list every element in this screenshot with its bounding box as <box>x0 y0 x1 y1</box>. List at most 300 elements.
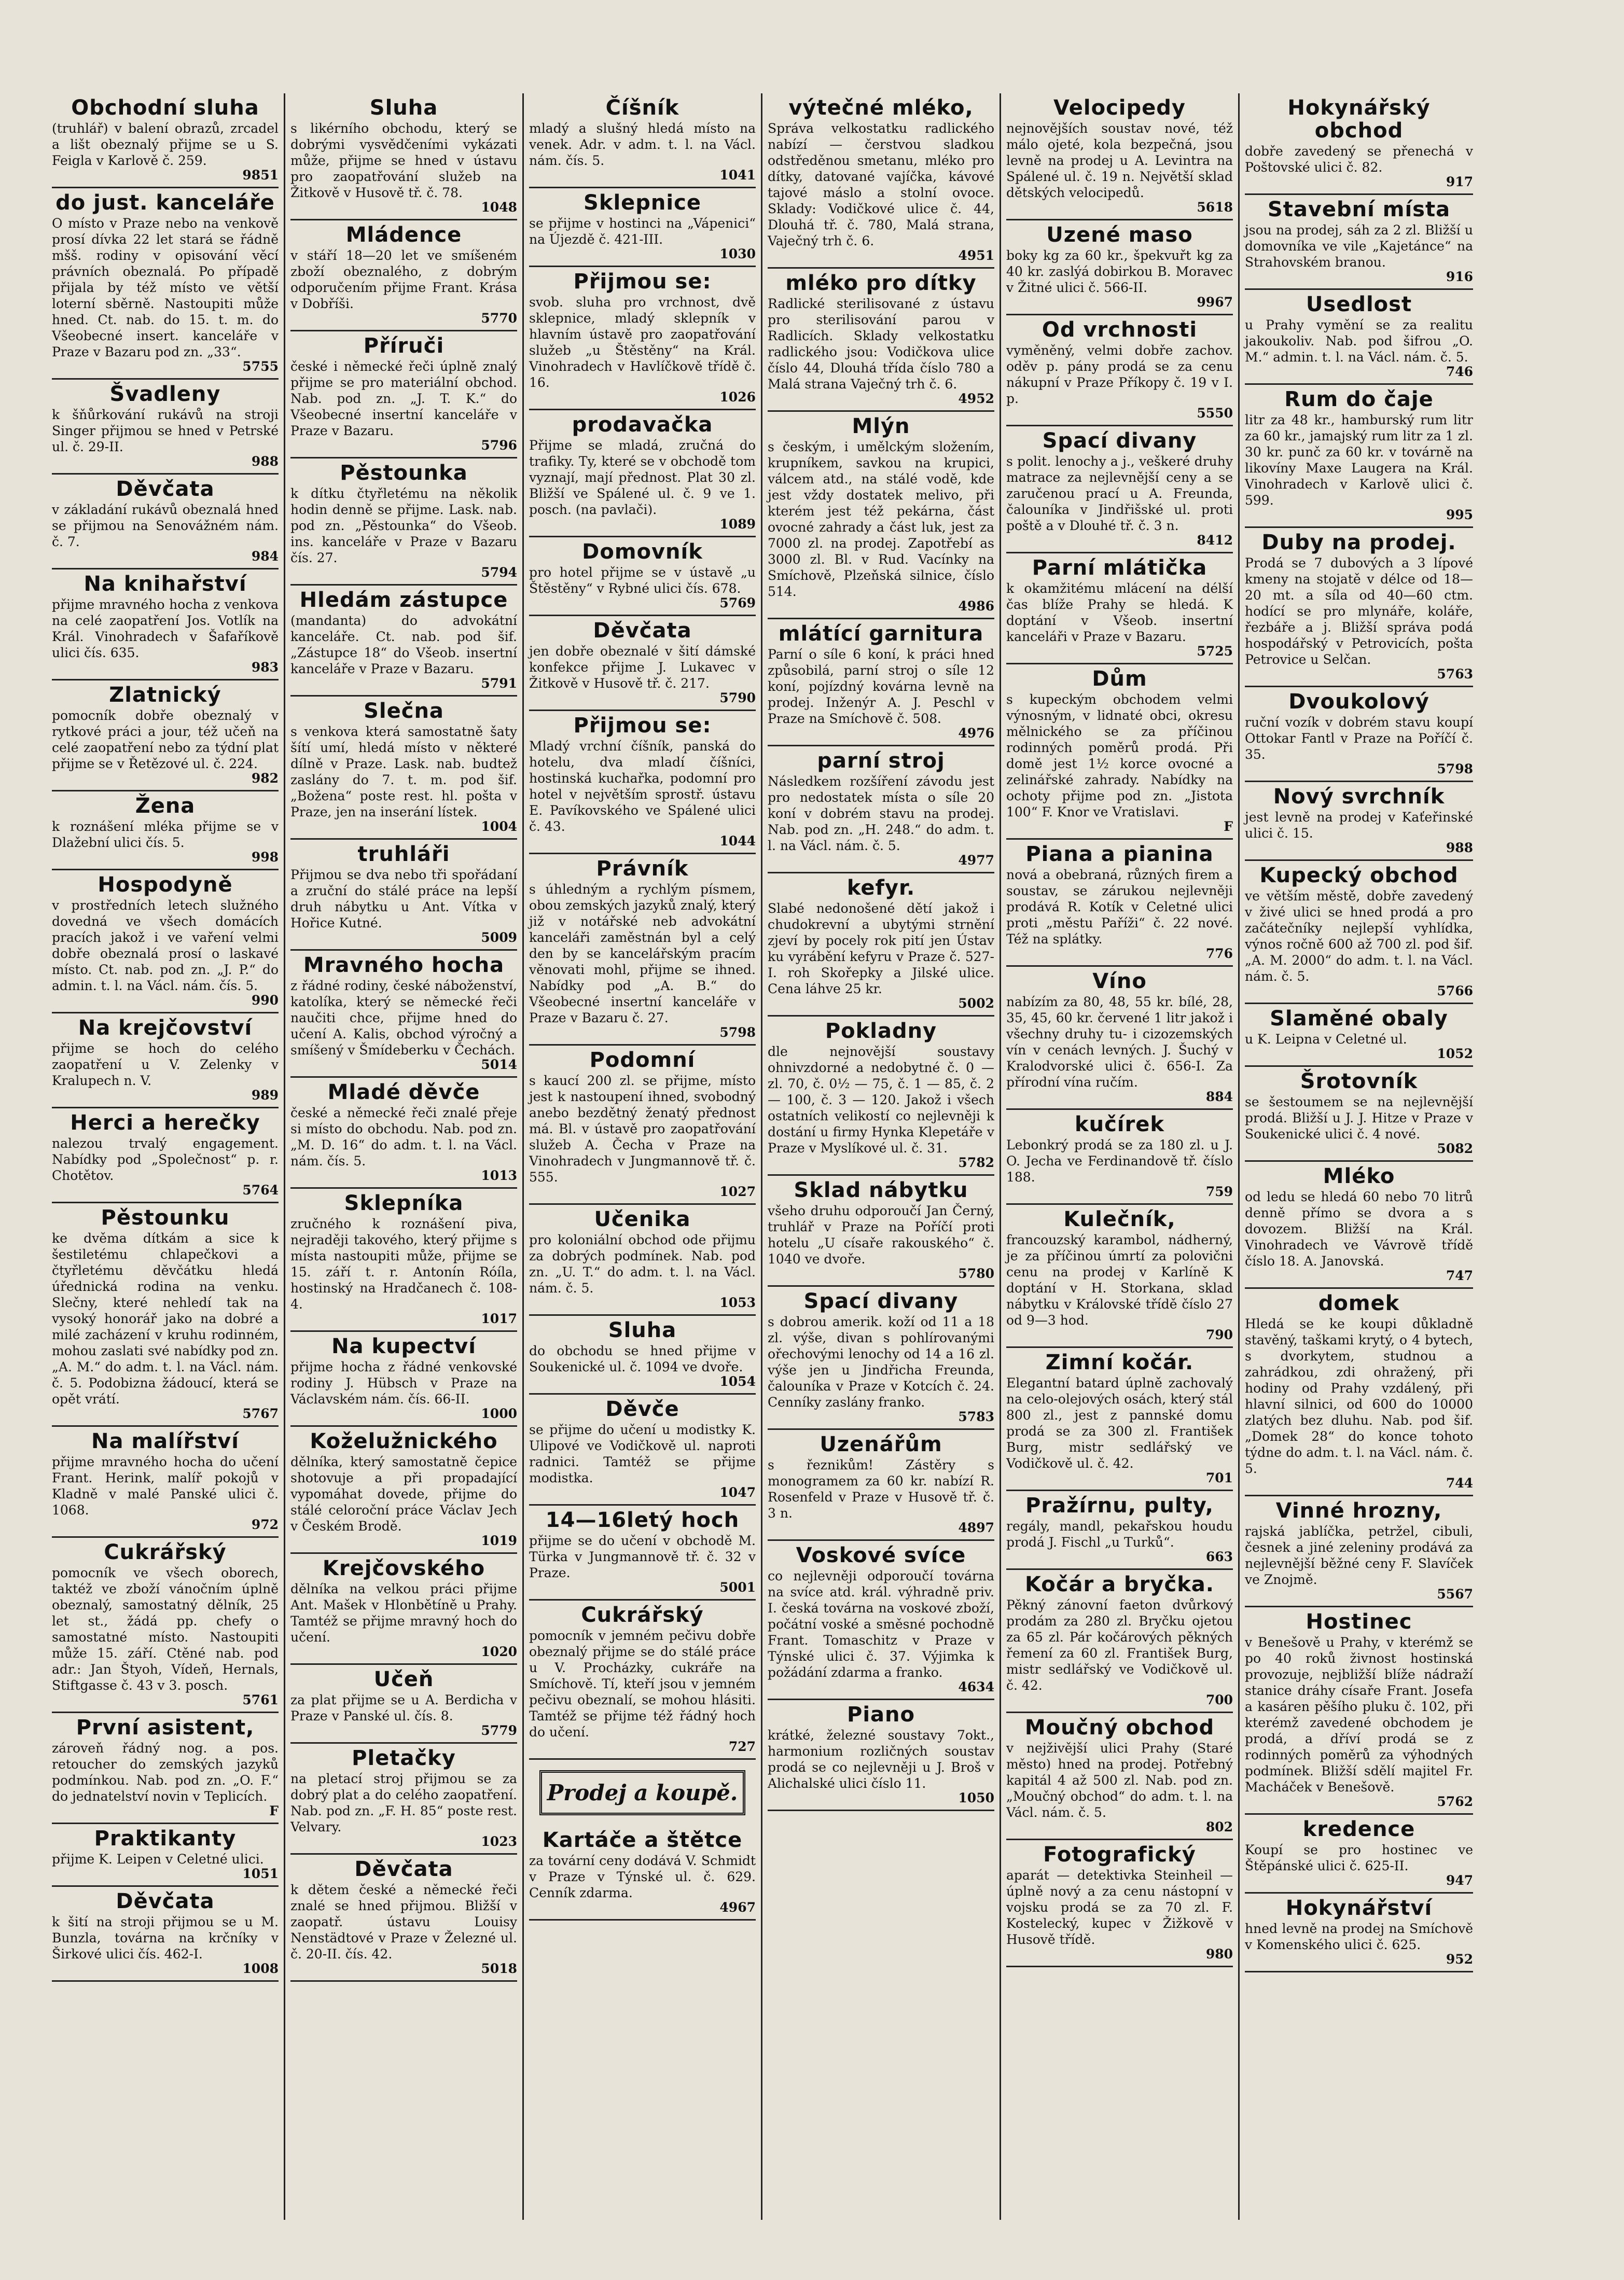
ad-heading: Sklepníka <box>344 1191 464 1215</box>
ad-heading: Fotografický <box>1043 1843 1196 1867</box>
ad-reference-number: 1051 <box>242 1866 279 1881</box>
ad-reference-number: 1053 <box>719 1295 756 1310</box>
ad-text: zručného k roznášení piva, nejraději takového, který přijme s místa nastoupiti může, přijme se 15. září t. r. Antonín Róíla, hostinský na Hradčanech č. 108-4. <box>290 1216 517 1312</box>
ad-heading: Mléko <box>1323 1164 1395 1188</box>
ad-reference-number: 5082 <box>1437 1141 1473 1156</box>
ad-heading: Od vrchnosti <box>1042 318 1198 342</box>
classified-ad <box>52 1108 279 1203</box>
classified-ad <box>290 458 517 586</box>
ad-reference-number: 700 <box>1205 1692 1233 1707</box>
classified-ad <box>52 188 279 380</box>
ad-text: ve větším městě, dobře zavedený v živé ulici se hned prodá a pro začátečníky nejlepší vyhlídka, výnos ročně 600 až 700 zl. pod šif. „A. M. 2000“ do adm. t. l. na Václ. nám. č. 5. <box>1245 888 1473 984</box>
ad-reference-number: 5794 <box>481 565 517 580</box>
ad-heading: Pěstounka <box>340 461 468 485</box>
classified-ad <box>768 1017 994 1176</box>
ad-heading: Rum do čaje <box>1284 387 1434 411</box>
classified-ad <box>1245 1067 1473 1162</box>
ad-text: se šestoumem se na nejlevnější prodá. Bližší u J. J. Hitze v Praze v Soukenické ulici č. 4 nové. <box>1245 1094 1473 1142</box>
ad-text: české i německé řeči úplně znalý přijme se pro materiální obchod. Nab. pod zn. „J. T. K.“ do Všeobecné insertní kanceláře v Praze v Bazaru. <box>290 359 517 438</box>
ad-reference-number: 5761 <box>242 1692 279 1707</box>
ad-text: regály, mandl, pekařskou houdu prodá J. Fischl „u Turků“. <box>1006 1519 1233 1550</box>
classified-ad <box>290 93 517 220</box>
classified-ad <box>52 1427 279 1538</box>
ad-text: s úhledným a rychlým písmem, obou zemských jazyků znalý, který již v notářské neb advokátní kanceláři zaměstnán byl a celý den by se kancelářským pracím věnovati mohl, přijme se ihned. Nabídky pod „A. B.“ do Všeobecné insertní kanceláře v Praze v Bazaru č. 27. <box>529 882 756 1025</box>
ad-reference-number: 4951 <box>958 248 994 263</box>
classified-ad <box>768 619 994 746</box>
ad-reference-number: 980 <box>1205 1947 1233 1962</box>
ad-heading: Příruči <box>363 334 445 358</box>
ad-text: litr za 48 kr., hamburský rum litr za 60 kr., jamajský rum litr za 1 zl. 30 kr. punč za 60 kr. v továrně na likovíny Maxe Laugera na Král. Vinohradech v Karlově ulici č. 599. <box>1245 412 1473 508</box>
ad-text: francouzský karambol, nádherný, je za příčinou úmrtí za polovični cenu na prodej v Karlíně K doptání v H. Storkana, sklad nábytku v Královské třídě číslo 27 od 9—3 hod. <box>1006 1232 1233 1328</box>
classified-ad <box>1245 290 1473 385</box>
classified-ad <box>290 1554 517 1665</box>
ad-heading: Sklepnice <box>584 191 701 215</box>
ad-text: O místo v Praze nebo na venkově prosí dívka 22 let stará se řádně mšš. rodiny v opisování věcí právních obeznalá. Po případě přijala by též místo ve větší loterní sběrně. Nastoupiti může hned. Ct. nab. do 15. t. m. do Všeobecné insert. kanceláře v Praze v Bazaru pod zn. „33“. <box>52 216 279 359</box>
ad-text: se přijme v hostinci na „Vápenici“ na Újezdě č. 421-III. <box>529 216 756 247</box>
classified-ad <box>529 1316 756 1395</box>
ad-heading: Uzené maso <box>1046 223 1193 247</box>
ad-heading: Číšník <box>605 96 679 120</box>
ad-reference-number: 990 <box>251 993 279 1008</box>
ad-reference-number: 5755 <box>242 359 279 374</box>
ad-reference-number: 8412 <box>1197 533 1233 548</box>
classified-ad <box>52 680 279 791</box>
ad-reference-number: 1020 <box>481 1644 517 1659</box>
ad-reference-number: 802 <box>1205 1819 1233 1834</box>
ad-text: ruční vozík v dobrém stavu koupí Ottokar Fantl v Praze na Poříčí č. 35. <box>1245 715 1473 762</box>
ad-text: nalezou trvalý engagement. Nabídky pod „Společnost“ p. r. Chotětov. <box>52 1136 279 1183</box>
ad-text: dle nejnovější soustavy ohnivzdorné a nedobytné č. 0 — zl. 70, č. 0½ — 75, č. 1 — 85, č. 2 — 100, č. 3 — 120. Jakož i všech ostatních velikostí co nejlevněji k dostání u firmy Hynka Klepetáře v Praze v Myslíkové ul. č. 31. <box>768 1044 994 1156</box>
ad-text: všeho druhu odporoučí Jan Černý, truhlář v Praze na Poříčí proti hotelu „U císaře rakouského“ č. 1040 ve dvoře. <box>768 1203 994 1267</box>
classified-ad <box>1006 1840 1233 1967</box>
classified-ad <box>1245 93 1473 195</box>
column-6 <box>1240 93 1478 2220</box>
ad-text: s venkova která samostatně šaty šítí umí, hledá místo v některé dílně v Praze. Lask. nab. budtež zaslány do 7. t. m. pod šif. „Božena“ poste rest. hl. pošta v Praze, jen na inserání lístek. <box>290 724 517 819</box>
ad-reference-number: 884 <box>1205 1089 1233 1104</box>
ad-text: v základání rukávů obeznalá hned se přijmou na Senovážném nám. č. 7. <box>52 502 279 549</box>
ad-heading: Obchodní sluha <box>71 96 259 120</box>
ad-reference-number: 701 <box>1205 1470 1233 1485</box>
ad-heading: Na knihařství <box>84 572 247 596</box>
ad-text: na pletací stroj přijmou se za dobrý plat a do celého zaopatření. Nab. pod zn. „F. H. 85“ poste rest. Velvary. <box>290 1771 517 1834</box>
ad-reference-number: 5779 <box>481 1723 517 1738</box>
ad-text: přijme mravného hocha z venkova na celé zaopatření Jos. Votlík na Král. Vinohradech v Šafaříkově ulici čís. 635. <box>52 597 279 660</box>
classified-ad <box>290 331 517 458</box>
ad-reference-number: 1008 <box>242 1961 279 1976</box>
ad-heading: Herci a herečky <box>70 1111 260 1135</box>
ad-heading: kredence <box>1302 1817 1415 1841</box>
classified-ad <box>768 746 994 873</box>
ad-heading: Praktikanty <box>94 1827 237 1851</box>
classified-ad <box>1245 195 1473 290</box>
ad-heading: Slaměné obaly <box>1270 1007 1448 1031</box>
classified-ad <box>1006 93 1233 220</box>
ad-reference-number: 982 <box>251 771 279 786</box>
ad-heading: Hostinec <box>1306 1610 1412 1634</box>
ad-heading: Dvoukolový <box>1288 690 1429 714</box>
ad-heading: Zimní kočár. <box>1045 1351 1194 1374</box>
ad-text: (truhlář) v balení obrazů, zrcadel a lišt obeznalý přijme se u S. Feigla v Karlově č. 259. <box>52 121 279 168</box>
classified-ad <box>290 697 517 840</box>
ad-reference-number: 5783 <box>958 1409 994 1424</box>
ad-text: české a německé řeči znalé přeje si místo do obchodu. Nab. pod zn. „M. D. 16“ do adm. t. l. na Václ. nám. čís. 5. <box>290 1105 517 1169</box>
column-4 <box>762 93 1001 2220</box>
ad-reference-number: 1004 <box>481 819 517 834</box>
ad-heading: Hokynářský obchod <box>1287 96 1431 143</box>
ad-heading: Hokynářství <box>1285 1896 1433 1920</box>
ad-reference-number: 744 <box>1446 1476 1473 1491</box>
ad-text: přijme mravného hocha do učení Frant. Herink, malíř pokojů v Kladně v malé Panské ulici č. 1068. <box>52 1454 279 1518</box>
classified-ad <box>1006 553 1233 664</box>
ad-reference-number: 5791 <box>481 676 517 691</box>
classified-ad <box>1245 1289 1473 1496</box>
ad-text: Elegantní batard úplně zachovalý na celo-olejových osách, který stál 800 zl., jest z pannské domu prodá se za 300 zl. František Burg, mistr sedlářský ve Vodičkově ul. č. 42. <box>1006 1375 1233 1471</box>
ad-reference-number: 998 <box>251 850 279 865</box>
column-2 <box>285 93 524 2220</box>
ad-reference-number: 776 <box>1205 946 1233 961</box>
ad-heading: do just. kanceláře <box>55 191 275 215</box>
ad-text: nejnovějších soustav nové, též málo ojeté, kola bezpečná, jsou levně na prodej u A. Levintra na Spálené ul. č. 19 n. Největší sklad dětských velocipedů. <box>1006 121 1233 200</box>
ad-reference-number: 4976 <box>958 726 994 741</box>
ad-heading: Cukrářský <box>104 1540 227 1564</box>
ad-heading: Děvčata <box>593 619 692 643</box>
ad-text: dobře zavedený se přenechá v Poštovské ulici č. 82. <box>1245 144 1473 175</box>
classified-ad <box>529 1826 756 1921</box>
ad-reference-number: 5770 <box>481 311 517 326</box>
ad-text: s likérního obchodu, který se dobrými vysvědčeními vykázati může, přijme se hned v ústavu pro zaopatřování služeb na Žitkově v Husově tř. č. 78. <box>290 121 517 200</box>
classified-ad <box>290 1078 517 1189</box>
ad-heading: Pražírnu, pulty, <box>1025 1494 1214 1518</box>
ad-text: ke dvěma dítkám a sice k šestiletému chlapečkovi a čtyřletému děvčátku hledá úřednická rodina na venku. Slečny, které nehledí tak na vysoký honorář jako na dobré a milé zacházení v kruhu rodinném, mohou zaslati své nabídky pod zn. „A. M.“ do adm. t. l. na Václ. nám. č. 5. Podobizna žádoucí, která se opět vrátí. <box>52 1231 279 1407</box>
classified-ad <box>290 220 517 331</box>
ad-heading: Děvče <box>605 1397 679 1421</box>
ad-text: za tovární ceny dodává V. Schmidt v Praze v Týnské ul. č. 629. Cenník zdarma. <box>529 1853 756 1900</box>
ad-reference-number: 5725 <box>1197 644 1233 659</box>
classified-ad <box>768 1700 994 1811</box>
classified-ad <box>290 951 517 1078</box>
classified-ad <box>290 840 517 951</box>
ad-text: s řeznikům! Zástěry s monogramem za 60 kr. nabízí R. Rosenfeld v Praze v Husově tř. č. 3 n. <box>768 1457 994 1521</box>
classified-ad <box>768 1430 994 1541</box>
ad-heading: Slečna <box>364 699 444 723</box>
ad-text: jen dobře obeznalé v šití dámské konfekce přijme J. Lukavec v Žitkově v Husově tř. č. 217. <box>529 644 756 691</box>
classified-ad <box>52 870 279 1013</box>
ad-reference-number: 5763 <box>1437 666 1473 682</box>
ad-heading: Sluha <box>608 1318 677 1342</box>
classified-ad <box>52 1538 279 1713</box>
ad-heading: Kupecký obchod <box>1259 864 1459 887</box>
classified-ad <box>1245 528 1473 687</box>
ad-reference-number: 5790 <box>719 690 756 705</box>
ad-reference-number: 1048 <box>481 200 517 215</box>
classified-ad <box>768 873 994 1017</box>
ad-heading: mléko pro dítky <box>785 271 977 295</box>
ad-text: k roznášení mléka přijme se v Dlažební ulici čís. 5. <box>52 819 279 850</box>
ad-reference-number: 1047 <box>719 1485 756 1500</box>
classified-ad <box>290 1189 517 1332</box>
ad-text: z řádné rodiny, české náboženství, katolíka, který se německé řeči naučiti chce, přijme hned do učení A. Kalis, obchod výročný a smíšený v Šmídeberku v Čechách. <box>290 978 517 1058</box>
ad-text: (mandanta) do advokátní kanceláře. Ct. nab. pod šif. „Zástupce 18“ do Všeob. insertní kanceláře v Praze v Bazaru. <box>290 613 517 676</box>
ad-text: nová a obebraná, různých firem a soustav, se zárukou nejlevněji prodává R. Kotík v Celetné ulici proti „městu Paříži“ č. 22 nové. Též na splátky. <box>1006 867 1233 947</box>
ad-text: za plat přijme se u A. Berdicha v Praze v Panské ul. čís. 8. <box>290 1692 517 1723</box>
ad-reference-number: 1026 <box>719 390 756 405</box>
ad-reference-number: 5782 <box>958 1155 994 1170</box>
ad-heading: Podomní <box>589 1048 696 1072</box>
ad-reference-number: 5001 <box>719 1580 756 1595</box>
ad-heading: Kartáče a štětce <box>542 1828 743 1852</box>
ad-reference-number: 746 <box>1446 364 1473 379</box>
ad-reference-number: 1000 <box>481 1406 517 1421</box>
classified-ad <box>529 1601 756 1760</box>
ad-reference-number: 1030 <box>719 246 756 261</box>
ad-reference-number: 1050 <box>958 1790 994 1805</box>
ad-reference-number: 1023 <box>481 1834 517 1849</box>
ad-heading: Přijmou se: <box>573 714 712 738</box>
ad-heading: Přijmou se: <box>573 270 712 294</box>
ad-reference-number: 917 <box>1446 174 1473 189</box>
ad-reference-number: 4897 <box>958 1520 994 1535</box>
ad-reference-number: 1054 <box>719 1374 756 1389</box>
column-3 <box>524 93 762 2220</box>
classified-ad <box>529 616 756 711</box>
ad-reference-number: 790 <box>1205 1327 1233 1342</box>
ad-reference-number: 1027 <box>719 1184 756 1199</box>
ad-text: Radlické sterilisované z ústavu pro sterilisování parou v Radlicích. Sklady velkostatku radlického jsou: Vodičkova ulice číslo 44, Dlouhá třída číslo 780 a Malá strana Vaječný trh č. 6. <box>768 296 994 392</box>
ad-heading: Šrotovník <box>1300 1069 1418 1093</box>
ad-heading: Sklad nábytku <box>794 1178 968 1202</box>
ad-text: aparát — detektivka Steinheil — úplně nový a za cenu nástopní v vojsku prodá se za 70 zl. F. Kostelecký, kupec v Žižkově v Husově třídě. <box>1006 1868 1233 1947</box>
ad-heading: První asistent, <box>76 1716 255 1740</box>
ad-reference-number: 984 <box>251 549 279 564</box>
ad-reference-number: 5550 <box>1197 406 1233 421</box>
ad-text: Mladý vrchní číšník, panská do hotelu, dva mladí číšníci, hostinská kuchařka, podomní pro hotel v největším sprostř. ústavu E. Pavíkovského ve Spálené ulici č. 43. <box>529 739 756 834</box>
ad-heading: Švadleny <box>109 382 221 406</box>
ad-text: pomocník dobře obeznalý v rytkové práci a jour, též učeň na celé zaopatření nebo za týdní plat přijme se v Řetězové ul. č. 224. <box>52 708 279 771</box>
ad-text: Parní o síle 6 koní, k práci hned způsobilá, parní stroj o síle 12 koní, pojízdný kovárna levně na prodej. Inženýr A. J. Peschl v Praze na Smíchově č. 508. <box>768 647 994 726</box>
ad-heading: Parní mlátička <box>1032 556 1207 580</box>
ad-reference-number: 947 <box>1446 1873 1473 1888</box>
ad-text: pomocník ve všech oborech, taktéž ve zboží vánočním úplně obeznalý, samostatný dělník, 25 let st., žádá pp. chefy o samostatné místo. Nastoupiti může 15. září. Ctěné nab. pod adr.: Jan Štyoh, Vídeň, Hernals, Stiftgasse č. 43 v 3. posch. <box>52 1565 279 1693</box>
ad-heading: Piana a pianina <box>1025 842 1214 866</box>
ad-heading: Voskové svíce <box>796 1544 966 1567</box>
ad-reference-number: 983 <box>251 660 279 675</box>
ad-heading: Učenika <box>594 1207 691 1231</box>
classified-ad <box>768 1541 994 1700</box>
ad-text: dělníka na velkou práci přijme Ant. Mašek v Hlonbětíně u Prahy. Tamtéž se přijme mravný hoch do učení. <box>290 1581 517 1645</box>
ad-text: k šňůrkování rukávů na stroji Singer přijmou se hned v Petrské ul. č. 29-II. <box>52 407 279 454</box>
ad-heading: Děvčata <box>116 477 215 501</box>
ad-text: Přijme se mladá, zručná do trafiky. Ty, které se v obchodě tom vyznají, mají přednost. Plat 30 zl. Bližší ve Spálené ul. č. 9 ve 1. posch. (na pavlači). <box>529 438 756 517</box>
ad-text: s polit. lenochy a j., veškeré druhy matrace za nejlevnější ceny a se zaručenou prací u A. Freunda, čalouníka v Jindřišské ul. proti poště a v Dlouhé tř. č. 3 n. <box>1006 454 1233 533</box>
ad-heading: Mládence <box>345 223 462 247</box>
newspaper-page <box>47 93 1478 2220</box>
ad-text: s dobrou amerik. koží od 11 a 18 zl. výše, divan s pohlírovanými ořechovými lenochy od 14 a 16 zl. výše jen u Jindřicha Freunda, čalouníka v Praze v Kotcích č. 24. Cenníky zaslány franko. <box>768 1314 994 1410</box>
classified-ad <box>52 93 279 188</box>
ad-heading: Mlýn <box>852 414 910 438</box>
ad-text: rajská jablíčka, petržel, cibuli, česnek a jiné zeleniny prodává za nejlevnější běžné ceny F. Slavíček ve Znojmě. <box>1245 1524 1473 1587</box>
ad-reference-number: 1041 <box>719 168 756 183</box>
classified-ad <box>1006 840 1233 967</box>
classified-ad <box>1006 426 1233 553</box>
ad-heading: Krejčovského <box>322 1556 485 1580</box>
classified-ad <box>1006 1110 1233 1205</box>
ad-text: Přijmou se dva nebo tři spořádaní a zruční do stálé práce na lepší druh nábytku u Ant. Vítka v Hořice Kutné. <box>290 867 517 930</box>
classified-ad <box>768 412 994 619</box>
ad-reference-number: 5766 <box>1437 983 1473 998</box>
ad-text: Pěkný zánovní faeton dvůrkový prodám za 280 zl. Bryčku ojetou za 65 zl. Pár kočárových pěkných řemení za 60 zl. František Burg, mistr sedlářský ve Vodičkově ul. č. 42. <box>1006 1597 1233 1693</box>
ad-heading: Velocipedy <box>1053 96 1186 120</box>
ad-reference-number: 5798 <box>1437 761 1473 776</box>
ad-heading: parní stroj <box>817 749 945 773</box>
ad-text: Koupí se pro hostinec ve Štěpánské ulici č. 625-II. <box>1245 1842 1473 1873</box>
ad-heading: Pěstounku <box>101 1206 230 1230</box>
classified-ad <box>52 1824 279 1887</box>
ad-text: zároveň řádný nog. a pos. retoucher do zemských jazyků podmínkou. Nab. pod zn. „O. F.“ do jednatelství novin v Teplicích. <box>52 1741 279 1804</box>
ad-heading: Dům <box>1092 667 1147 691</box>
classified-ad <box>1245 1496 1473 1607</box>
ad-text: od ledu se hledá 60 nebo 70 litrů denně přímo se dvora a s dovozem. Bližší na Král. Vinohradech ve Vávrově třídě číslo 18. A. Janovská. <box>1245 1189 1473 1269</box>
ad-text: pro hotel přijme se v ústavě „u Štěstěny“ v Rybné ulici čís. 678. <box>529 565 756 596</box>
classified-ad <box>52 380 279 475</box>
classified-ad <box>52 1713 279 1824</box>
classified-ad <box>290 586 517 697</box>
classified-ad <box>1006 220 1233 315</box>
ad-heading: Usedlost <box>1306 293 1412 316</box>
ad-heading: Na malířství <box>91 1429 239 1453</box>
ad-reference-number: 4952 <box>958 391 994 406</box>
ad-reference-number: F <box>269 1803 279 1818</box>
ad-heading: Zlatnický <box>109 683 221 707</box>
ad-reference-number: 663 <box>1205 1549 1233 1564</box>
classified-ad <box>768 1287 994 1430</box>
classified-ad <box>290 1855 517 1982</box>
ad-heading: truhláři <box>357 842 450 866</box>
ad-heading: Spací divany <box>803 1289 959 1313</box>
ad-text: nabízím za 80, 48, 55 kr. bílé, 28, 35, 45, 60 kr. červené 1 litr jakož i všechny druhy tu- i cizozemských vín v cenách levných. J. Šuchý v Kralodvorské ulici č. 656-I. Za přírodní vína ručím. <box>1006 994 1233 1090</box>
ad-heading: Kulečník, <box>1063 1207 1176 1231</box>
ad-heading: mlátící garnitura <box>778 622 984 646</box>
ad-text: v prostředních letech služného dovedná ve všech domácích pracích jakož i ve vaření velmi dobře obeznalá prosí o laskavé místo. Ct. nab. pod zn. „J. P.“ do admin. t. l. na Václ. nám. čís. 5. <box>52 898 279 993</box>
ad-heading: 14—16letý hoch <box>545 1508 740 1532</box>
ad-reference-number: F <box>1224 819 1233 834</box>
ad-text: Následkem rozšíření závodu jest pro nedostatek místa o síle 20 koní v dobrém stavu na prodej. Nab. pod zn. „H. 248.“ do adm. t. l. na Václ. nám. č. 5. <box>768 774 994 853</box>
ad-text: v nejživější ulici Prahy (Staré město) hned na prodej. Potřebný kapitál 4 až 500 zl. Nab. pod zn. „Moučný obchod“ do adm. t. l. na Václ. nám. č. 5. <box>1006 1741 1233 1820</box>
ad-reference-number: 4986 <box>958 599 994 614</box>
ad-reference-number: 5767 <box>242 1406 279 1421</box>
ad-heading: Kočár a bryčka. <box>1025 1573 1214 1596</box>
ad-text: Správa velkostatku radlického nabízí — čerstvou sladkou odstředěnou smetanu, mléko pro dítky, datované vajíčka, kávové tajové máslo a stolní ovoce. Sklady: Vodičkové ulice č. 44, Dlouhá tř. č. 780, Malá strana, Vaječný trh č. 6. <box>768 121 994 248</box>
ad-text: u K. Leipna v Celetné ul. <box>1245 1032 1407 1047</box>
classified-ad <box>290 1744 517 1855</box>
classified-ad <box>1006 1348 1233 1491</box>
classified-ad <box>1245 687 1473 782</box>
classified-ad <box>1006 664 1233 840</box>
ad-heading: Spací divany <box>1042 429 1197 453</box>
ad-text: přijme hocha z řádné venkovské rodiny J. Hübsch v Praze na Václavském nám. čís. 66-II. <box>290 1359 517 1407</box>
ad-text: Slabé nedonošené dětí jakož i chudokrevní a ubytými strnění zjeví by pocely rok pití jen Ústav ku vyrábění kefyru v Praze č. 527-I. roh Skořepky a Jilské ulice. Cena láhve 25 kr. <box>768 901 994 996</box>
classified-ad <box>52 1203 279 1427</box>
classified-ad <box>1006 1491 1233 1570</box>
classified-ad <box>52 569 279 680</box>
ad-heading: Nový svrchník <box>1273 785 1445 809</box>
ad-reference-number: 4967 <box>719 1900 756 1915</box>
ad-reference-number: 4977 <box>958 853 994 868</box>
classified-ad <box>52 1887 279 1982</box>
ad-reference-number: 988 <box>251 454 279 469</box>
ad-heading: Na krejčovství <box>78 1016 253 1040</box>
column-1 <box>47 93 285 2220</box>
ad-heading: kučírek <box>1075 1113 1164 1136</box>
ad-reference-number: 1089 <box>719 517 756 532</box>
ad-text: v stáří 18—20 let ve smíšeném zboží obeznalého, z dobrým odporučením přijme Frant. Krása v Dobříši. <box>290 248 517 311</box>
classified-ad <box>1245 1607 1473 1815</box>
ad-reference-number: 727 <box>728 1739 756 1754</box>
ad-reference-number: 5014 <box>481 1057 517 1072</box>
classified-ad <box>290 1427 517 1554</box>
ad-text: krátké, železné soustavy 7okt., harmonium rozličných soustav prodá se co nejlevněji u J. Broš v Alichalské ulici číslo 11. <box>768 1728 994 1791</box>
ad-heading: Piano <box>847 1703 915 1727</box>
ad-reference-number: 952 <box>1446 1952 1473 1967</box>
ad-heading: Cukrářský <box>581 1603 704 1627</box>
classified-ad <box>529 1046 756 1205</box>
ad-reference-number: 972 <box>251 1517 279 1532</box>
ad-text: přijme K. Leipen v Celetné ulici. <box>52 1852 264 1867</box>
classified-ad <box>1245 1162 1473 1289</box>
classified-ad <box>529 267 756 410</box>
ad-reference-number: 5764 <box>242 1183 279 1198</box>
ad-heading: Stavební místa <box>1267 198 1451 221</box>
classified-ad <box>529 537 756 616</box>
ad-heading: Mladé děvče <box>327 1080 480 1104</box>
ad-text: u Prahy vymění se za realitu jakoukoliv. Nab. pod šifrou „O. M.“ admin. t. l. na Václ. nám. č. 5. <box>1245 317 1473 365</box>
ad-heading: Vinné hrozny, <box>1275 1499 1442 1523</box>
ad-reference-number: 9967 <box>1197 295 1233 310</box>
ad-text: s kupeckým obchodem velmi výnosným, v lidnaté obci, okresu mělnického se za příčinou rodinných poměrů prodá. Při domě jest 1½ korce ovocné a zelinářské zahrady. Nabídky na ochoty přijme pod zn. „Jistota 100“ F. Knor ve Vratislavi. <box>1006 692 1233 819</box>
ad-heading: Duby na prodej. <box>1261 531 1456 554</box>
ad-reference-number: 5769 <box>719 595 756 610</box>
ad-heading: Koželužnického <box>310 1429 498 1453</box>
classified-ad <box>1006 1570 1233 1713</box>
ad-heading: Moučný obchod <box>1024 1716 1215 1740</box>
ad-text: Hledá se ke koupi důkladně stavěný, taškami krytý, o 4 bytech, s dvorkytem, studnou a zahrádkou, zdi ohražený, při hodiny od Prahy vzdálený, při hlavní silnici, od 600 do 10000 zlatých bez dluhu. Nab. pod šif. „Domek 28“ do konce tohoto týdne do adm. t. l. na Václ. nám. č. 5. <box>1245 1316 1473 1476</box>
ad-reference-number: 5567 <box>1437 1587 1473 1602</box>
ad-heading: výtečné mléko, <box>788 96 974 120</box>
ad-reference-number: 5618 <box>1197 200 1233 215</box>
ad-heading: Uzenářům <box>820 1433 942 1456</box>
ad-text: pro koloniální obchod ode přijmu za dobrých podmínek. Nab. pod zn. „U. T.“ do adm. t. l. na Václ. nám. č. 5. <box>529 1232 756 1296</box>
classified-ad <box>529 1205 756 1316</box>
ad-reference-number: 5762 <box>1437 1794 1473 1809</box>
ad-text: mladý a slušný hledá místo na venek. Adr. v adm. t. l. na Václ. nám. čís. 5. <box>529 121 756 168</box>
ad-text: k dětem české a německé řeči znalé se hned přijmou. Bližší v zaopatř. ústavu Louisy Nenstädtové v Praze v Železné ul. č. 20-II. čís. 42. <box>290 1882 517 1962</box>
ad-heading: Hospodyně <box>98 873 233 897</box>
classified-ad <box>1006 1205 1233 1348</box>
ad-heading: Pokladny <box>825 1019 937 1043</box>
ad-heading: Víno <box>1092 969 1147 993</box>
ad-heading: Učeň <box>373 1667 434 1691</box>
ad-reference-number: 4634 <box>958 1679 994 1694</box>
ad-reference-number: 5780 <box>958 1266 994 1281</box>
ad-heading: Hledám zástupce <box>299 588 508 612</box>
ad-reference-number: 759 <box>1205 1184 1233 1199</box>
ad-reference-number: 9851 <box>242 168 279 183</box>
ad-reference-number: 5798 <box>719 1025 756 1040</box>
ad-reference-number: 5002 <box>958 996 994 1011</box>
ad-text: k šití na stroji přijmou se u M. Bunzla, továrna na krčníky v Širkové ulici čís. 462-I. <box>52 1914 279 1962</box>
ad-text: přijme se hoch do celého zaopatření u V. Zelenky v Kralupech n. V. <box>52 1041 279 1088</box>
classified-ad <box>529 1395 756 1506</box>
ad-text: se přijme do učení u modistky K. Ulipové ve Vodičkově ul. naproti radnici. Tamtéž se přijme modistka. <box>529 1422 756 1485</box>
